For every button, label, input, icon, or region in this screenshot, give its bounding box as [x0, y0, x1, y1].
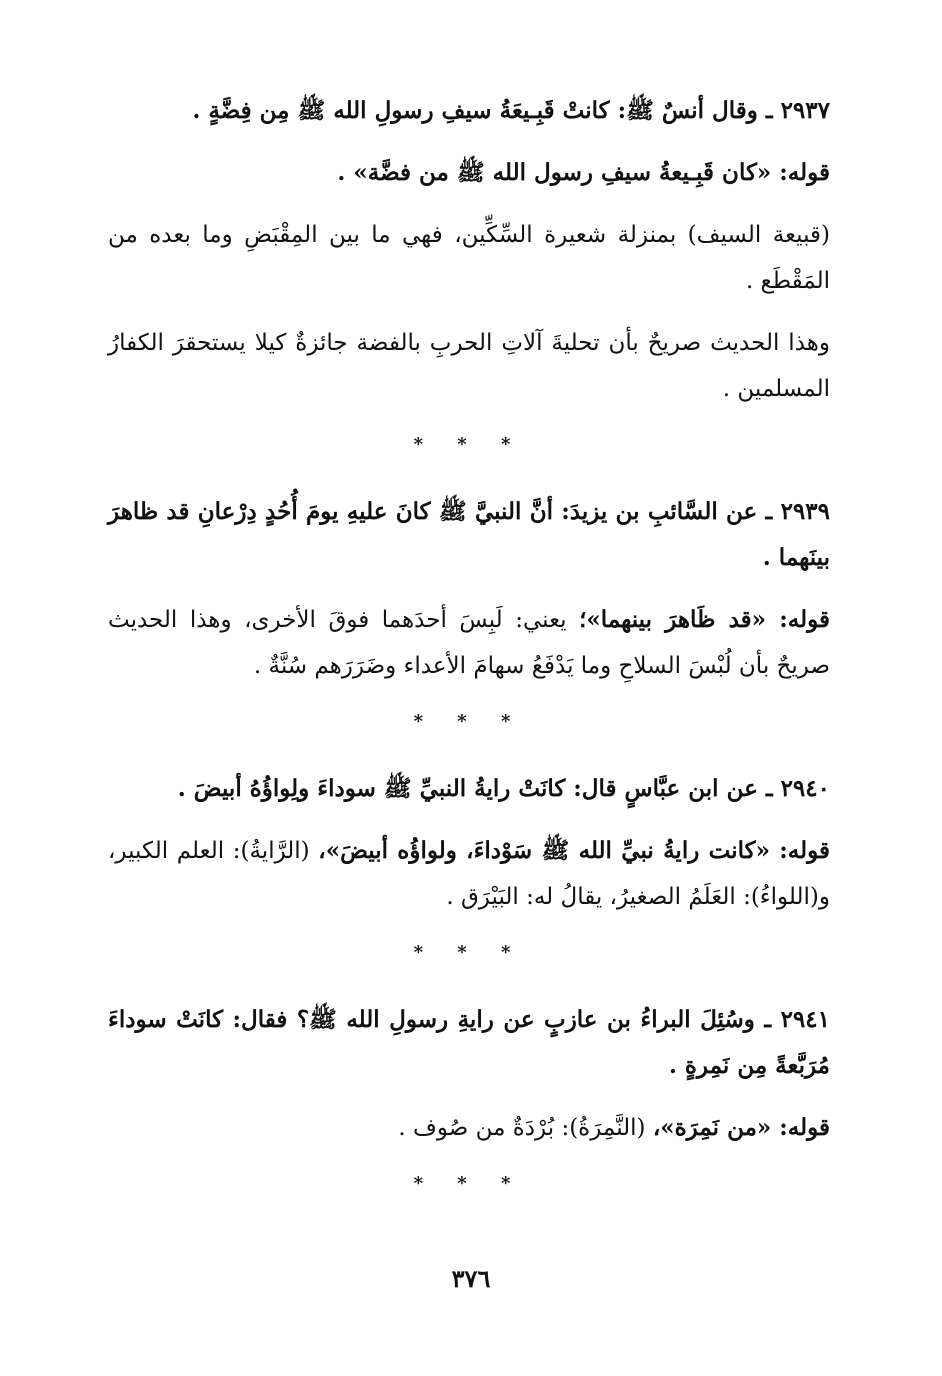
hadith-2941: ٢٩٤١ ـ وسُئِلَ البراءُ بن عازبٍ عن رايةِ رسولِ الله ﷺ؟ فقال: كانَتْ سوداءَ مُرَبَّعةً مِن نَمِرةٍ .: [108, 1006, 830, 1079]
commentary-text: (النَّمِرَةُ): بُرْدَةٌ من صُوف .: [398, 1115, 653, 1141]
section-separator: * * *: [413, 1173, 525, 1194]
page-body: [108, 88, 830, 1228]
page-number: ٣٧٦: [451, 1264, 491, 1293]
section-separator: * * *: [413, 711, 525, 732]
commentary-lead: قوله: «كانت رايةُ نبيِّ الله ﷺ سَوْداءَ، ولواؤُه أبيضَ»،: [318, 837, 830, 864]
hadith-2939: ٢٩٣٩ ـ عن السَّائبِ بن يزيدَ: أنَّ النبيَّ ﷺ كانَ عليهِ يومَ أُحُدٍ دِرْعانِ قد ظاهرَ بينَهما .: [108, 498, 830, 571]
hadith-2940: ٢٩٤٠ ـ عن ابن عبَّاسٍ قال: كانَتْ رايةُ النبيِّ ﷺ سوداءَ ولِواؤُهُ أبيضَ .: [177, 775, 830, 802]
commentary-2937-3: وهذا الحديث صريحٌ بأن تحليةَ آلاتِ الحربِ بالفضة جائزةٌ كيلا يستحقرَ الكفارُ المسلمين .: [108, 330, 830, 402]
commentary-2937-1: [108, 150, 830, 196]
commentary-lead: قوله: «كان قَبِـيعةُ سيفِ رسول الله ﷺ من فضَّة» .: [337, 159, 830, 186]
hadith-2937: ٢٩٣٧ ـ وقال أنسٌ ﷺ: كانتْ قَبِـيعَةُ سيفِ رسولِ الله ﷺ مِن فِضَّةٍ .: [192, 97, 830, 124]
commentary-2939: [108, 597, 830, 689]
commentary-text: يعني: لَبِسَ أحدَهما فوقَ الأخرى، وهذا الحديث صريحٌ بأن لُبْسَ السلاحِ وما يَدْفَعُ سهامَ الأعداء وضَرَرَهم سُنَّةٌ .: [108, 607, 830, 679]
commentary-2941: [108, 1105, 830, 1151]
commentary-2940: [108, 828, 830, 920]
commentary-lead: قوله: «من نَمِرَة»،: [652, 1114, 830, 1141]
commentary-2937-2: (قبيعة السيف) بمنزلة شعيرة السِّكِّين، فهي ما بين المِقْبَضِ وما بعده من المَقْطَع .: [108, 222, 830, 294]
commentary-lead: قوله: «قد ظَاهرَ بينهما»؛: [579, 606, 831, 633]
section-separator: * * *: [413, 434, 525, 455]
commentary-text: (الرَّايةُ): العلم الكبير، و(اللواءُ): العَلَمُ الصغيرُ، يقالُ له: البَيْرَق .: [108, 838, 830, 910]
section-separator: * * *: [413, 942, 525, 963]
